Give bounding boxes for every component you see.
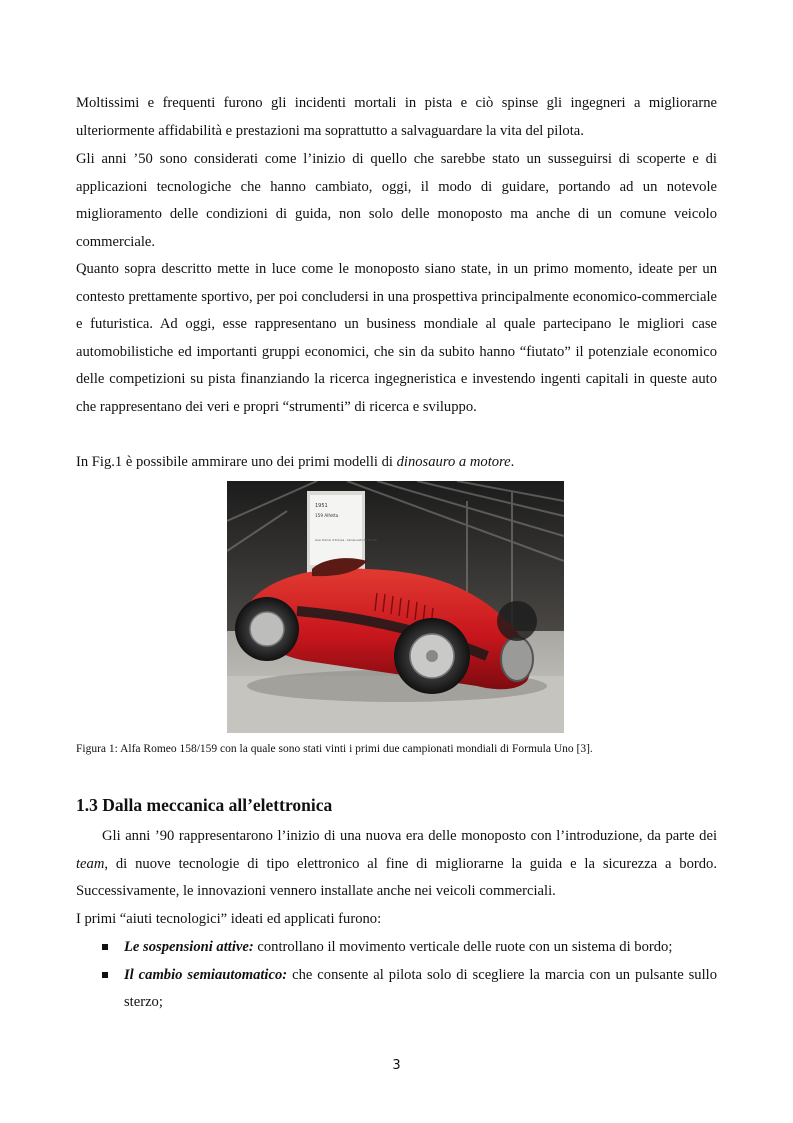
list-item-text: controllano il movimento verticale delle ruote con un sistema di bordo; — [253, 939, 673, 955]
paragraph-fig-intro — [76, 449, 717, 477]
paragraph-fifties: Gli anni ’50 sono considerati come l’inizio di quello che sarebbe stato un susseguirsi di scoperte e di applicazioni tecnologiche che hanno cambiato, oggi, il modo di guidare, portando ad un notevole miglioramento delle condizioni di guida, non solo delle monoposto ma anche di un comune veicolo commerciale. — [76, 151, 717, 250]
list-item-text: che consente al pilota solo di scegliere la marcia con un pulsante sullo sterzo; — [124, 966, 718, 1011]
square-bullet-icon — [102, 972, 108, 978]
list-item — [76, 934, 717, 962]
far-wheel — [497, 601, 537, 641]
sign-year: 1951 — [315, 503, 328, 509]
paragraph-accidents: Moltissimi e frequenti furono gli incidenti mortali in pista e ciò spinse gli ingegneri a migliorarne ulteriormente affidabilità e prestazioni ma soprattutto a salvaguardare la vita del pilota. — [76, 95, 717, 139]
sign-text: Gran Premio di Europa - Campionato del Mondo — [315, 539, 377, 542]
list-item-title: Il cambio semiautomatico: — [124, 966, 288, 983]
figure-caption: Figura 1: Alfa Romeo 158/159 con la quale sono stati vinti i primi due campionati mondiali di Formula Uno [3]. — [76, 743, 593, 755]
fig-intro-text: In Fig.1 è possibile ammirare uno dei primi modelli di — [76, 454, 397, 470]
paragraph-aids-intro: I primi “aiuti tecnologici” ideati ed applicati furono: — [76, 911, 382, 927]
list-item — [76, 962, 717, 1017]
fig-intro-italic: dinosauro a motore — [396, 454, 511, 470]
nineties-text-start: Gli anni ’90 rappresentarono l’inizio di una nuova era delle monoposto con l’introduzione, da parte dei — [102, 828, 717, 844]
page-number: 3 — [392, 1058, 401, 1073]
square-bullet-icon — [102, 944, 108, 950]
nineties-italic: team — [76, 855, 105, 872]
sign-title: 159 Alfetta — [315, 513, 339, 518]
aids-list — [76, 934, 717, 1017]
fig-intro-end: . — [510, 454, 515, 470]
front-wheel-hub — [426, 650, 438, 662]
car-grille — [501, 637, 533, 681]
nineties-text-end: , di nuove tecnologie di tipo elettronico al fine di migliorarne la guida e la sicurezza a bordo. Successivamente, le innovazioni vennero installate anche nei veicoli commerciali. — [76, 855, 717, 900]
section-heading: 1.3 Dalla meccanica all’elettronica — [76, 795, 333, 815]
rear-wheel-rim — [250, 612, 284, 646]
list-item-title: Le sospensioni attive: — [124, 939, 254, 955]
alfa-romeo-photo — [227, 481, 564, 733]
paragraph-nineties — [76, 823, 717, 906]
paragraph-business: Quanto sopra descritto mette in luce come le monoposto siano state, in un primo momento, ideate per un contesto prettamente sportivo, per poi concludersi in una prospettiva principalmente economico-commerciale e futuristica. Ad oggi, esse rappresentano un business mondiale al quale partecipano le migliori case automobilistiche ed importanti gruppi economici, che sin da subito hanno “fiutato” il potenziale economico delle competizioni su pista finanziando la ricerca ingegneristica e investendo ingenti capitali in queste auto che rappresentano dei veri e propri “strumenti” di ricerca e sviluppo. — [76, 261, 717, 415]
